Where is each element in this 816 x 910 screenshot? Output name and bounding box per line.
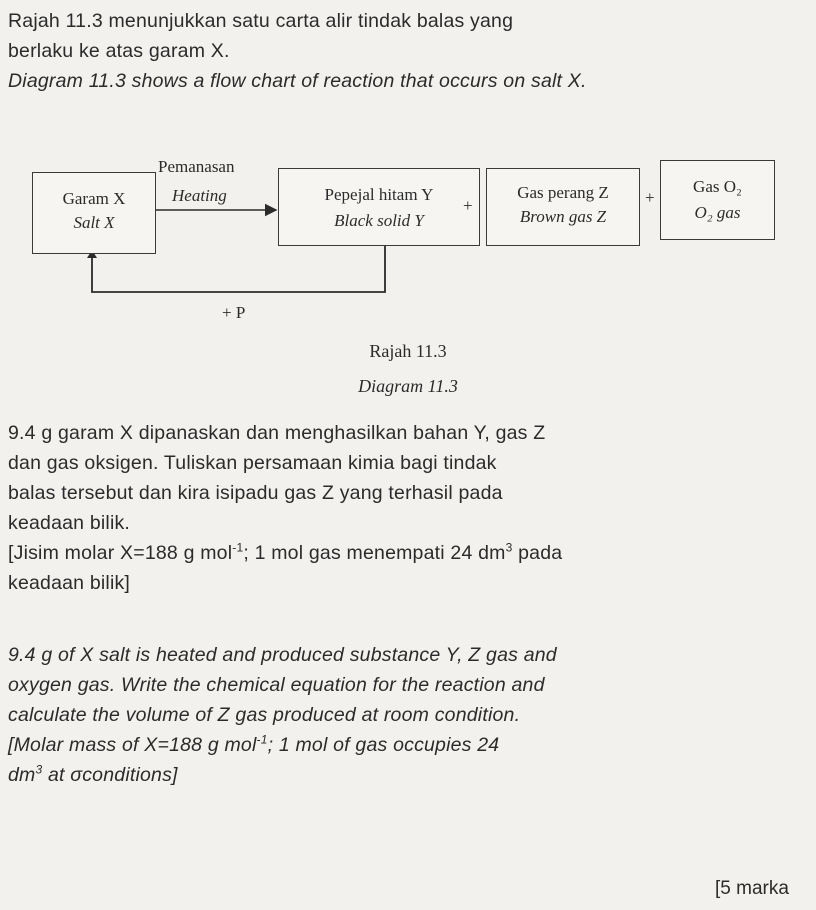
marks-label: [5 marka: [715, 878, 789, 899]
question-ms-line5-sup2: 3: [505, 540, 513, 555]
oxygen-gas-label-ms: Gas O₂: [693, 177, 742, 196]
question-ms-line5-sup: -1: [232, 540, 244, 555]
salt-x-label-en: Salt X: [73, 213, 115, 232]
question-ms-line4: keadaan bilik.: [8, 512, 131, 534]
question-en-line4-a: [Molar mass of X=188 g mol: [8, 734, 257, 756]
salt-x-label-ms: Garam X: [62, 189, 126, 208]
question-ms-line6: keadaan bilik]: [8, 572, 131, 594]
question-en-line5-b: at σconditions]: [42, 764, 178, 786]
black-solid-y-label-en: Black solid Y: [334, 211, 424, 230]
plus-sign-2: +: [645, 188, 655, 207]
question-ms-line1: 9.4 g garam X dipanaskan dan menghasilkan bahan Y, gas Z: [8, 422, 546, 444]
heating-label-en: Heating: [172, 186, 227, 205]
question-en-line1: 9.4 g of X salt is heated and produced substance Y, Z gas and: [8, 644, 557, 666]
heating-label-ms: Pemanasan: [158, 157, 235, 176]
return-label: + P: [222, 303, 246, 322]
question-ms: [8, 418, 812, 598]
question-en: [8, 640, 812, 790]
question-ms-line5: [8, 538, 812, 568]
oxygen-gas-label-en: O₂ gas: [694, 203, 741, 222]
question-ms-line3: balas tersebut dan kira isipadu gas Z yang terhasil pada: [8, 482, 503, 504]
brown-gas-z-box: [486, 168, 640, 246]
question-en-line5: [8, 760, 812, 790]
question-ms-line2: dan gas oksigen. Tuliskan persamaan kimia bagi tindak: [8, 452, 497, 474]
question-en-line5-sup: 3: [35, 762, 43, 777]
question-en-line4: [8, 730, 812, 760]
question-ms-line5-b: ; 1 mol gas menempati 24 dm: [243, 542, 506, 564]
question-ms-line5-c: pada: [512, 542, 563, 564]
salt-x-box: [32, 172, 156, 254]
brown-gas-z-label-ms: Gas perang Z: [517, 183, 609, 202]
oxygen-gas-box: [660, 160, 775, 240]
question-en-line4-sup: -1: [256, 732, 268, 747]
intro-en-line: Diagram 11.3 shows a flow chart of reaction that occurs on salt X.: [8, 70, 587, 92]
question-ms-line5-a: [Jisim molar X=188 g mol: [8, 542, 233, 564]
intro-ms-line1: Rajah 11.3 menunjukkan satu carta alir tindak balas yang: [8, 10, 514, 32]
brown-gas-z-label-en: Brown gas Z: [519, 207, 607, 226]
question-en-line3: calculate the volume of Z gas produced at room condition.: [8, 704, 521, 726]
black-solid-y-box: [278, 168, 480, 246]
black-solid-y-label-ms: Pepejal hitam Y: [324, 185, 434, 204]
intro-ms-line2: berlaku ke atas garam X.: [8, 40, 230, 62]
diagram-caption-en: Diagram 11.3: [358, 376, 458, 396]
question-en-line2: oxygen gas. Write the chemical equation for the reaction and: [8, 674, 545, 696]
question-en-line5-a: dm: [8, 764, 36, 786]
diagram-caption-ms: Rajah 11.3: [369, 341, 447, 361]
question-en-line4-b: ; 1 mol of gas occupies 24: [267, 734, 500, 756]
plus-sign-1: +: [463, 196, 473, 215]
